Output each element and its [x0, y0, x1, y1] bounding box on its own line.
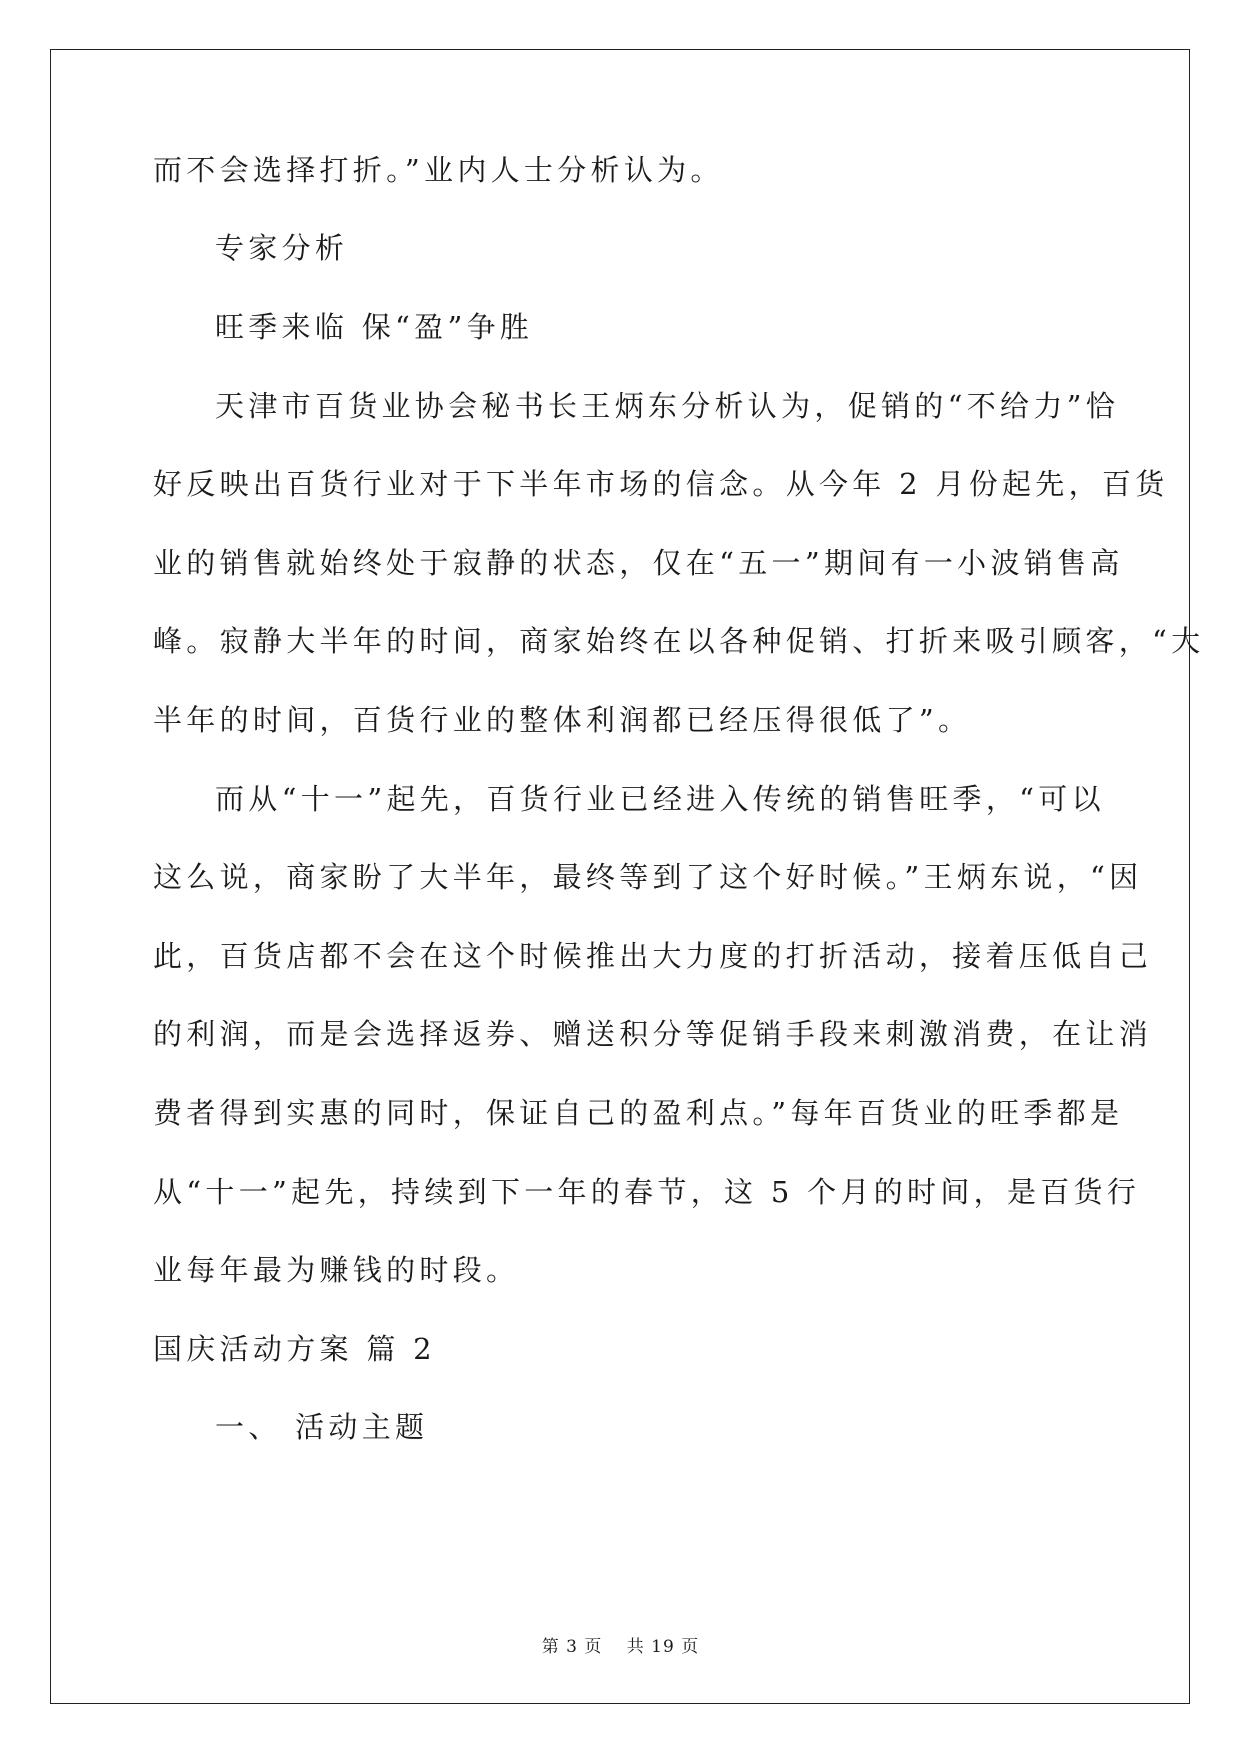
page-footer [0, 1632, 1241, 1657]
section-heading-plan-2: 国庆活动方案 篇 2 [153, 1332, 436, 1366]
text-line-14: 从“十一”起先，持续到下一年的春节，这 5 个月的时间，是百货行 [153, 1175, 1141, 1209]
text-line-5: 好反映出百货行业对于下半年市场的信念。从今年 2 月份起先，百货 [153, 467, 1169, 501]
subheading-peak-season: 旺季来临 保“盈”争胜 [215, 310, 534, 344]
text-line-9: 而从“十一”起先，百货行业已经进入传统的销售旺季，“可以 [215, 782, 1105, 816]
text-line-8: 半年的时间，百货行业的整体利润都已经压得很低了”。 [153, 703, 972, 737]
text-line-15: 业每年最为赚钱的时段。 [153, 1253, 520, 1287]
text-line-1: 而不会选择打折。”业内人士分析认为。 [153, 153, 724, 187]
text-line-11: 此，百货店都不会在这个时候推出大力度的打折活动，接着压低自己 [153, 939, 1153, 973]
text-line-6: 业的销售就始终处于寂静的状态，仅在“五一”期间有一小波销售高 [153, 546, 1124, 580]
text-line-7: 峰。寂静大半年的时间，商家始终在以各种促销、打折来吸引顾客，“大 [153, 624, 1205, 658]
text-line-13: 费者得到实惠的同时，保证自己的盈利点。”每年百货业的旺季都是 [153, 1096, 1124, 1130]
page-number: 第 3 页 [541, 1637, 603, 1657]
text-line-12: 的利润，而是会选择返券、赠送积分等促销手段来刺激消费，在让消 [153, 1017, 1153, 1051]
text-line-10: 这么说，商家盼了大半年，最终等到了这个好时候。”王炳东说，“因 [153, 860, 1143, 894]
page-total: 共 19 页 [626, 1637, 700, 1657]
section-heading-expert-analysis: 专家分析 [215, 231, 349, 265]
subheading-activity-theme: 一、 活动主题 [215, 1410, 429, 1444]
text-line-4: 天津市百货业协会秘书长王炳东分析认为，促销的“不给力”恰 [215, 389, 1120, 423]
